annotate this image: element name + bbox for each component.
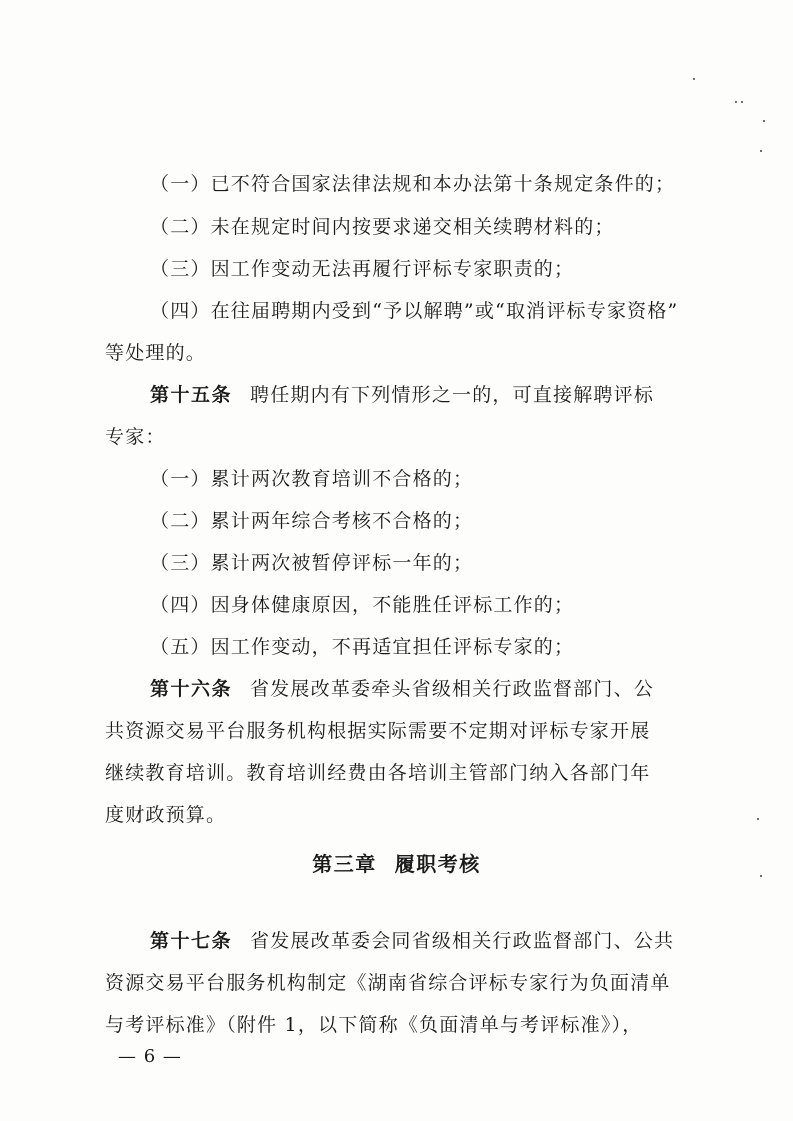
clause-line: （四）在往届聘期内受到“予以解聘”或“取消评标专家资格” [150,300,679,322]
article-17 [150,929,750,953]
page-number: — 6 — [118,1046,182,1067]
clause-line: （一）已不符合国家法律法规和本办法第十条规定条件的； [150,173,676,195]
scan-speck [693,78,695,80]
clause-line: （三）累计两次被暂停评标一年的； [150,552,474,574]
clause-line: （二）未在规定时间内按要求递交相关续聘材料的； [150,216,615,238]
clause-line: 共资源交易平台服务机构根据实际需要不定期对评标专家开展 [105,720,651,742]
clause-line: （二）累计两年综合考核不合格的； [150,510,474,532]
chapter-number: 第三章 [312,852,377,876]
clause-line: （三）因工作变动无法再履行评标专家职责的； [150,258,575,280]
clause-line: 继续教育培训。教育培训经费由各培训主管部门纳入各部门年 [105,762,651,784]
article-16 [150,677,750,701]
article-15-heading: 第十五条 [150,384,233,406]
clause-line: 度财政预算。 [105,804,227,826]
scan-speck [735,101,737,103]
article-17-heading: 第十七条 [150,930,233,952]
clause-line: 资源交易平台服务机构制定《湖南省综合评标专家行为负面清单 [105,972,671,994]
scan-speck [763,120,765,122]
clause-line: （四）因身体健康原因，不能胜任评标工作的； [150,594,575,616]
article-15-text: 聘任期内有下列情形之一的，可直接解聘评标 [250,384,655,406]
clause-line: 专家： [105,426,166,448]
scan-speck [760,875,762,877]
article-15 [150,383,750,407]
article-16-heading: 第十六条 [150,678,233,700]
scan-speck [760,150,762,152]
chapter-heading [0,851,793,877]
article-17-text: 省发展改革委会同省级相关行政监督部门、公共 [250,930,675,952]
article-16-text: 省发展改革委牵头省级相关行政监督部门、公 [250,678,655,700]
clause-line: （一）累计两次教育培训不合格的； [150,468,474,490]
clause-line: 等处理的。 [105,342,207,364]
scan-speck [741,101,743,103]
scan-speck [757,818,759,820]
clause-line: （五）因工作变动，不再适宜担任评标专家的； [150,636,575,658]
chapter-title: 履职考核 [394,852,481,876]
clause-line: 与考评标准》（附件 1，以下简称《负面清单与考评标准》）， [105,1014,643,1036]
